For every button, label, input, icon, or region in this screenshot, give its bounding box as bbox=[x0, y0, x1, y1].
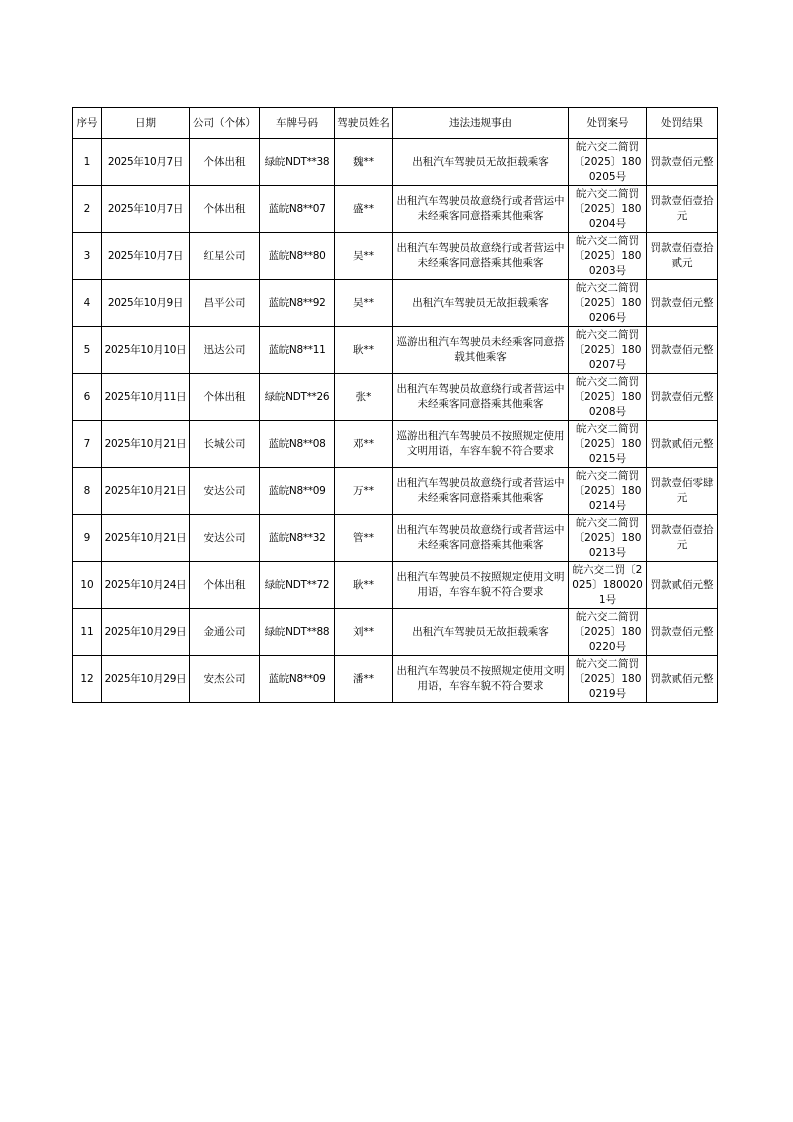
cell-no: 1 bbox=[73, 139, 102, 186]
cell-case-no: 皖六交二简罚〔2025〕1800203号 bbox=[569, 233, 647, 280]
cell-result: 罚款壹佰元整 bbox=[647, 327, 718, 374]
table-row bbox=[73, 327, 718, 374]
cell-plate: 绿皖NDT**38 bbox=[260, 139, 335, 186]
table-row bbox=[73, 562, 718, 609]
cell-reason: 出租汽车驾驶员不按照规定使用文明用语，车容车貌不符合要求 bbox=[393, 562, 569, 609]
cell-driver: 耿** bbox=[335, 327, 393, 374]
cell-plate: 绿皖NDT**72 bbox=[260, 562, 335, 609]
header-case-no: 处罚案号 bbox=[569, 108, 647, 139]
cell-company: 个体出租 bbox=[190, 562, 260, 609]
header-reason: 违法违规事由 bbox=[393, 108, 569, 139]
table-row bbox=[73, 656, 718, 703]
cell-date: 2025年10月7日 bbox=[102, 186, 190, 233]
cell-plate: 绿皖NDT**88 bbox=[260, 609, 335, 656]
cell-driver: 吴** bbox=[335, 233, 393, 280]
table-row bbox=[73, 609, 718, 656]
cell-no: 12 bbox=[73, 656, 102, 703]
cell-plate: 蓝皖N8**80 bbox=[260, 233, 335, 280]
cell-no: 7 bbox=[73, 421, 102, 468]
cell-plate: 蓝皖N8**07 bbox=[260, 186, 335, 233]
cell-case-no: 皖六交二罚〔2025〕1800201号 bbox=[569, 562, 647, 609]
cell-result: 罚款贰佰元整 bbox=[647, 656, 718, 703]
cell-driver: 吴** bbox=[335, 280, 393, 327]
cell-result: 罚款壹佰元整 bbox=[647, 374, 718, 421]
cell-company: 迅达公司 bbox=[190, 327, 260, 374]
cell-case-no: 皖六交二简罚〔2025〕1800215号 bbox=[569, 421, 647, 468]
cell-result: 罚款壹佰壹拾贰元 bbox=[647, 233, 718, 280]
cell-no: 6 bbox=[73, 374, 102, 421]
cell-no: 8 bbox=[73, 468, 102, 515]
cell-no: 2 bbox=[73, 186, 102, 233]
cell-plate: 蓝皖N8**92 bbox=[260, 280, 335, 327]
cell-reason: 出租汽车驾驶员不按照规定使用文明用语，车容车貌不符合要求 bbox=[393, 656, 569, 703]
cell-date: 2025年10月21日 bbox=[102, 515, 190, 562]
cell-driver: 魏** bbox=[335, 139, 393, 186]
cell-driver: 管** bbox=[335, 515, 393, 562]
cell-plate: 蓝皖N8**32 bbox=[260, 515, 335, 562]
cell-no: 3 bbox=[73, 233, 102, 280]
cell-date: 2025年10月10日 bbox=[102, 327, 190, 374]
cell-reason: 巡游出租汽车驾驶员不按照规定使用文明用语，车容车貌不符合要求 bbox=[393, 421, 569, 468]
table-row bbox=[73, 186, 718, 233]
cell-no: 4 bbox=[73, 280, 102, 327]
cell-date: 2025年10月11日 bbox=[102, 374, 190, 421]
cell-no: 11 bbox=[73, 609, 102, 656]
cell-plate: 绿皖NDT**26 bbox=[260, 374, 335, 421]
cell-driver: 刘** bbox=[335, 609, 393, 656]
cell-company: 安达公司 bbox=[190, 515, 260, 562]
header-driver: 驾驶员姓名 bbox=[335, 108, 393, 139]
cell-result: 罚款壹佰壹拾元 bbox=[647, 186, 718, 233]
cell-case-no: 皖六交二简罚〔2025〕1800220号 bbox=[569, 609, 647, 656]
cell-case-no: 皖六交二简罚〔2025〕1800214号 bbox=[569, 468, 647, 515]
cell-driver: 万** bbox=[335, 468, 393, 515]
penalty-table bbox=[72, 107, 718, 703]
cell-driver: 盛** bbox=[335, 186, 393, 233]
cell-reason: 出租汽车驾驶员无故拒载乘客 bbox=[393, 280, 569, 327]
cell-date: 2025年10月7日 bbox=[102, 139, 190, 186]
table-row bbox=[73, 421, 718, 468]
table-row bbox=[73, 515, 718, 562]
cell-company: 安达公司 bbox=[190, 468, 260, 515]
cell-result: 罚款壹佰零肆元 bbox=[647, 468, 718, 515]
cell-no: 5 bbox=[73, 327, 102, 374]
cell-date: 2025年10月7日 bbox=[102, 233, 190, 280]
cell-no: 9 bbox=[73, 515, 102, 562]
cell-case-no: 皖六交二简罚〔2025〕1800205号 bbox=[569, 139, 647, 186]
cell-company: 个体出租 bbox=[190, 374, 260, 421]
cell-reason: 出租汽车驾驶员无故拒载乘客 bbox=[393, 139, 569, 186]
cell-result: 罚款壹佰元整 bbox=[647, 139, 718, 186]
cell-date: 2025年10月24日 bbox=[102, 562, 190, 609]
cell-company: 个体出租 bbox=[190, 139, 260, 186]
cell-reason: 出租汽车驾驶员故意绕行或者营运中未经乘客同意搭乘其他乘客 bbox=[393, 374, 569, 421]
table-row bbox=[73, 233, 718, 280]
cell-result: 罚款贰佰元整 bbox=[647, 562, 718, 609]
cell-plate: 蓝皖N8**08 bbox=[260, 421, 335, 468]
cell-reason: 出租汽车驾驶员故意绕行或者营运中未经乘客同意搭乘其他乘客 bbox=[393, 515, 569, 562]
cell-company: 安杰公司 bbox=[190, 656, 260, 703]
table-body bbox=[73, 139, 718, 703]
cell-reason: 出租汽车驾驶员故意绕行或者营运中未经乘客同意搭乘其他乘客 bbox=[393, 186, 569, 233]
cell-date: 2025年10月29日 bbox=[102, 656, 190, 703]
cell-date: 2025年10月9日 bbox=[102, 280, 190, 327]
cell-case-no: 皖六交二简罚〔2025〕1800213号 bbox=[569, 515, 647, 562]
cell-driver: 邓** bbox=[335, 421, 393, 468]
cell-date: 2025年10月29日 bbox=[102, 609, 190, 656]
cell-result: 罚款壹佰元整 bbox=[647, 280, 718, 327]
table-row bbox=[73, 374, 718, 421]
cell-driver: 耿** bbox=[335, 562, 393, 609]
table-row bbox=[73, 468, 718, 515]
cell-result: 罚款壹佰元整 bbox=[647, 609, 718, 656]
cell-date: 2025年10月21日 bbox=[102, 468, 190, 515]
cell-company: 昌平公司 bbox=[190, 280, 260, 327]
cell-plate: 蓝皖N8**09 bbox=[260, 656, 335, 703]
header-plate: 车牌号码 bbox=[260, 108, 335, 139]
cell-plate: 蓝皖N8**09 bbox=[260, 468, 335, 515]
table-header-row bbox=[73, 108, 718, 139]
cell-reason: 出租汽车驾驶员故意绕行或者营运中未经乘客同意搭乘其他乘客 bbox=[393, 468, 569, 515]
table-row bbox=[73, 280, 718, 327]
cell-case-no: 皖六交二简罚〔2025〕1800219号 bbox=[569, 656, 647, 703]
cell-company: 红星公司 bbox=[190, 233, 260, 280]
cell-driver: 张* bbox=[335, 374, 393, 421]
cell-reason: 巡游出租汽车驾驶员未经乘客同意搭载其他乘客 bbox=[393, 327, 569, 374]
cell-company: 个体出租 bbox=[190, 186, 260, 233]
header-no: 序号 bbox=[73, 108, 102, 139]
cell-case-no: 皖六交二简罚〔2025〕1800207号 bbox=[569, 327, 647, 374]
cell-company: 长城公司 bbox=[190, 421, 260, 468]
header-date: 日期 bbox=[102, 108, 190, 139]
header-result: 处罚结果 bbox=[647, 108, 718, 139]
cell-company: 金通公司 bbox=[190, 609, 260, 656]
cell-case-no: 皖六交二简罚〔2025〕1800206号 bbox=[569, 280, 647, 327]
cell-no: 10 bbox=[73, 562, 102, 609]
cell-result: 罚款壹佰壹拾元 bbox=[647, 515, 718, 562]
cell-driver: 潘** bbox=[335, 656, 393, 703]
table-row bbox=[73, 139, 718, 186]
cell-date: 2025年10月21日 bbox=[102, 421, 190, 468]
cell-plate: 蓝皖N8**11 bbox=[260, 327, 335, 374]
cell-case-no: 皖六交二简罚〔2025〕1800204号 bbox=[569, 186, 647, 233]
header-company: 公司（个体） bbox=[190, 108, 260, 139]
cell-result: 罚款贰佰元整 bbox=[647, 421, 718, 468]
cell-reason: 出租汽车驾驶员无故拒载乘客 bbox=[393, 609, 569, 656]
cell-reason: 出租汽车驾驶员故意绕行或者营运中未经乘客同意搭乘其他乘客 bbox=[393, 233, 569, 280]
cell-case-no: 皖六交二简罚〔2025〕1800208号 bbox=[569, 374, 647, 421]
